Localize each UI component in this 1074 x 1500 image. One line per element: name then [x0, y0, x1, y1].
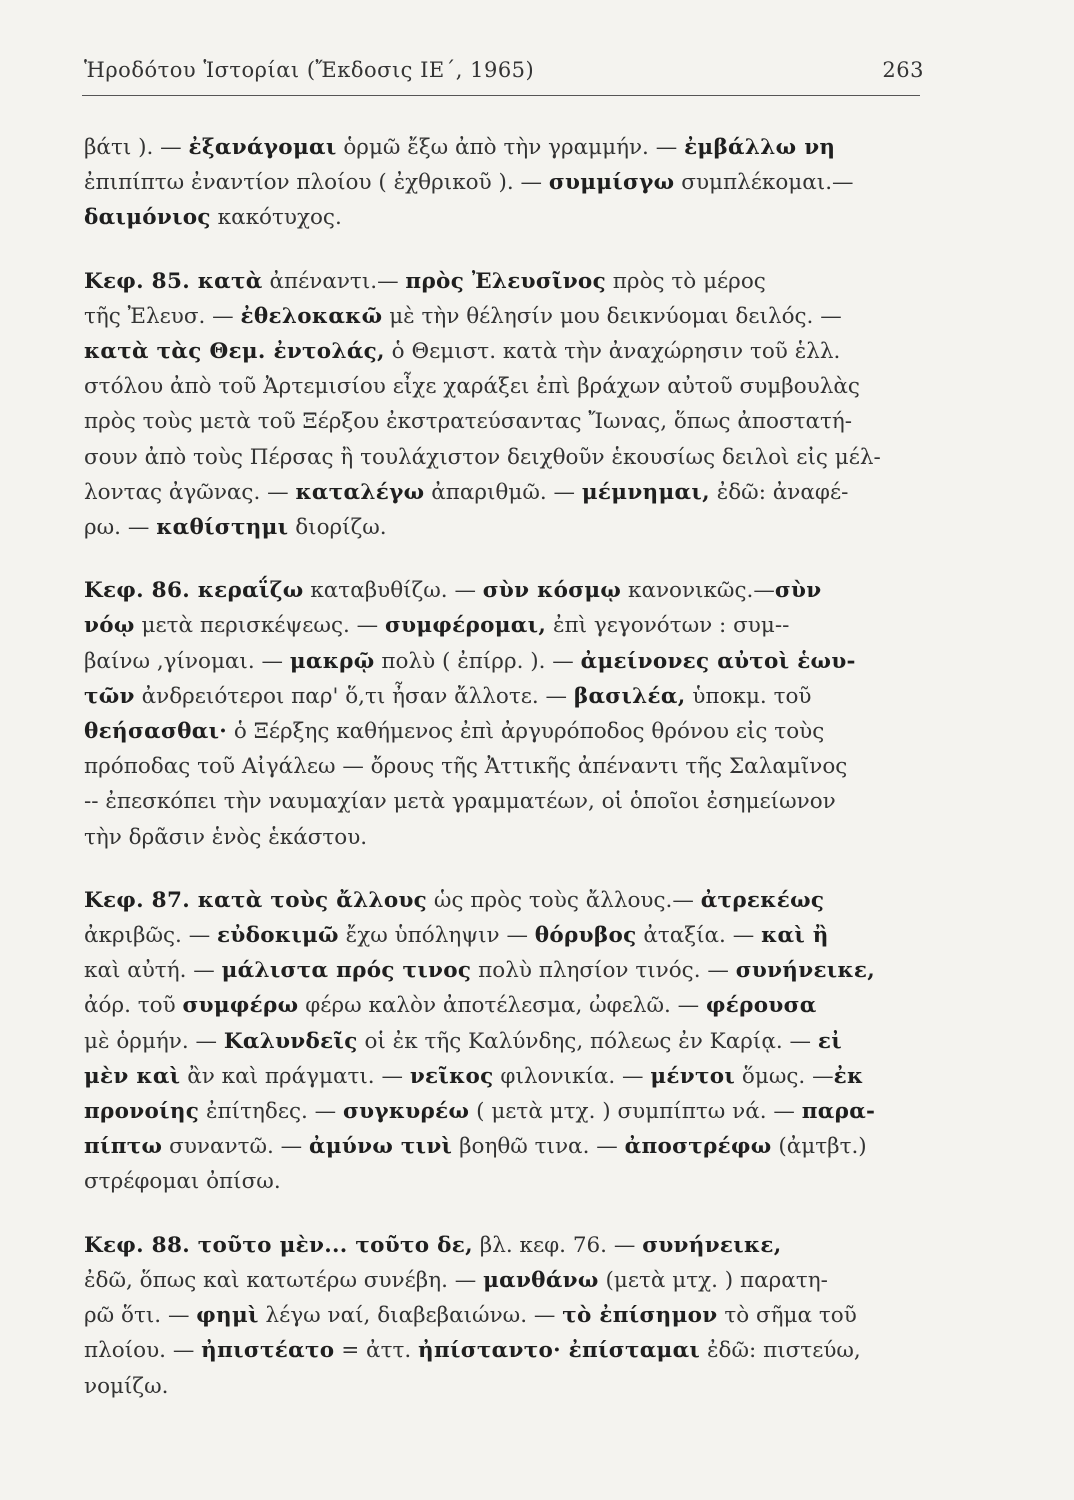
glossary-text [84, 130, 922, 1404]
gloss-text: πρὸς τοὺς μετὰ τοῦ Ξέρξου ἐκστρατεύσαντας Ἴωνας, ὅπως ἀποστατή- [84, 409, 853, 435]
gloss-text: τῆς Ἐλευσ. — [84, 303, 241, 329]
gloss-text: κακότυχος. [210, 205, 342, 231]
headword: ἐθελοκακῶ [240, 303, 383, 329]
page-number: 263 [882, 58, 924, 82]
gloss-text: ὡς πρὸς τοὺς ἄλλους.— [427, 887, 701, 913]
gloss-text: στόλου ἀπὸ τοῦ Ἀρτεμισίου εἶχε χαράξει ἐπὶ βράχων αὐτοῦ συμβουλὰς [84, 374, 860, 400]
gloss-text: κανονικῶς.— [621, 578, 775, 604]
headword: κατὰ τὰς Θεμ. ἐντολάς, [84, 339, 385, 365]
text-line [84, 1059, 922, 1094]
gloss-text: πολὺ πλησίον τινός. — [471, 958, 736, 984]
gloss-text: βαίνω ,γίνομαι. — [84, 648, 290, 674]
gloss-text: λοντας ἀγῶνας. — [84, 479, 296, 505]
text-line [84, 200, 922, 235]
headword: θεήσασθαι· [84, 719, 228, 745]
text-line [84, 573, 922, 608]
gloss-text: ἐπιπίπτω ἐναντίον πλοίου ( ἐχθρικοῦ ). — [84, 170, 549, 196]
text-line [84, 404, 922, 439]
headword: συμμίσγω [548, 170, 675, 196]
text-line [84, 988, 922, 1023]
text-line [84, 165, 922, 200]
gloss-text: βλ. κεφ. 76. — [472, 1232, 643, 1258]
gloss-text: λέγω ναί, διαβεβαιώνω. — [258, 1303, 563, 1329]
headword: μέμνημαι, [581, 479, 710, 505]
headword: προνοίης [84, 1099, 200, 1125]
gloss-text: ἀπαριθμῶ. — [424, 479, 582, 505]
headword: μακρῷ [289, 648, 375, 674]
gloss-text: καὶ αὐτή. — [84, 958, 222, 984]
gloss-text: ἔχω ὑπόληψιν — [338, 923, 535, 949]
text-line [84, 1333, 922, 1368]
headword: βασιλέα, [573, 683, 686, 709]
headword: καθίστημι [156, 515, 289, 541]
headword: μὲν καὶ [84, 1063, 181, 1089]
headword: ἐξανάγομαι [188, 135, 337, 160]
paragraph-chapter-85 [84, 264, 922, 546]
headword: φέρουσα [706, 993, 817, 1019]
headword: ἀποστρέφω [624, 1134, 772, 1160]
paragraph-chapter-87 [84, 883, 922, 1200]
header-rule [82, 95, 920, 96]
headword: συνήνεικε, [642, 1232, 782, 1258]
headword: μανθάνω [483, 1267, 599, 1293]
text-line [84, 820, 922, 855]
headword: ἐμβάλλω νη [684, 135, 836, 160]
gloss-text: ἐδῶ: ἀναφέ- [709, 479, 849, 505]
headword: μέντοι [650, 1063, 736, 1089]
text-line [84, 714, 922, 749]
paragraph-intro [84, 130, 922, 236]
headword: νεῖκος [409, 1063, 494, 1089]
headword: συμφέρω [182, 993, 299, 1019]
text-line [84, 1369, 922, 1404]
headword: Καλυνδεῖς [223, 1028, 358, 1054]
headword: τὸ ἐπίσημον [562, 1303, 718, 1329]
gloss-text: μετὰ περισκέψεως. — [134, 613, 385, 639]
headword: ἀτρεκέως [700, 887, 825, 913]
headword: πίπτω [84, 1134, 163, 1160]
gloss-text: ρω. — [84, 515, 157, 541]
text-line [84, 749, 922, 784]
gloss-text: ρῶ ὅτι. — [84, 1303, 197, 1329]
headword: σὺν κόσμῳ [482, 578, 622, 604]
gloss-text: (ἀμτβτ.) [771, 1134, 867, 1160]
text-line [84, 130, 922, 165]
headword: εὐδοκιμῶ [217, 923, 339, 949]
text-line [84, 883, 922, 918]
gloss-text: διορίζω. [288, 515, 387, 541]
gloss-text: πλοίου. — [84, 1338, 202, 1364]
gloss-text: ἀκριβῶς. — [84, 923, 218, 949]
headword: ἠπίσταντο· ἐπίσταμαι [418, 1338, 701, 1364]
headword: παρα- [801, 1099, 876, 1125]
headword: τῶν [84, 683, 135, 709]
gloss-text: νομίζω. [84, 1373, 169, 1399]
headword: θόρυβος [534, 923, 637, 949]
headword: συμφέρομαι, [385, 613, 547, 639]
headword: σὺν [774, 578, 822, 604]
gloss-text: συναντῶ. — [162, 1134, 309, 1160]
gloss-text: ἀνδρειότεροι παρ' ὅ,τι ἦσαν ἄλλοτε. — [134, 683, 574, 709]
headword: ἐκ [833, 1063, 864, 1089]
paragraph-chapter-88 [84, 1228, 922, 1404]
gloss-text: πολὺ ( ἐπίρρ. ). — [374, 648, 581, 674]
gloss-text: στρέφομαι ὀπίσω. [84, 1169, 281, 1195]
gloss-text: ὁ Θεμιστ. κατὰ τὴν ἀναχώρησιν τοῦ ἑλλ. [384, 339, 841, 365]
gloss-text: σουν ἀπὸ τοὺς Πέρσας ἢ τουλάχιστον δειχθοῦν ἑκουσίως δειλοὶ εἰς μέλ- [84, 444, 881, 470]
text-line [84, 1228, 922, 1263]
gloss-text: ὑποκμ. τοῦ [685, 683, 812, 709]
text-line [84, 510, 922, 545]
gloss-text: φέρω καλὸν ἀποτέλεσμα, ὠφελῶ. — [298, 993, 706, 1019]
text-line [84, 1164, 922, 1199]
gloss-text: ἐδῶ, ὅπως καὶ κατωτέρω συνέβη. — [84, 1267, 484, 1293]
headword: Κεφ. 86. κεραΐζω [84, 578, 304, 604]
text-line [84, 1094, 922, 1129]
headword: μάλιστα πρός τινος [221, 958, 472, 984]
gloss-text: ἐπίτηδες. — [199, 1099, 344, 1125]
gloss-text: τὸ σῆμα τοῦ [717, 1303, 857, 1329]
headword: Κεφ. 87. κατὰ τοὺς ἄλλους [84, 887, 428, 913]
gloss-text: συμπλέκομαι.— [674, 170, 854, 196]
headword: συνήνεικε, [735, 958, 876, 984]
headword: ἠπιστέατο [201, 1338, 335, 1364]
gloss-text: φιλονικία. — [493, 1063, 651, 1089]
text-line [84, 953, 922, 988]
text-line [84, 334, 922, 369]
gloss-text: καταβυθίζω. — [303, 578, 483, 604]
gloss-text: πρὸς τὸ μέρος [605, 268, 766, 294]
gloss-text: ὅμως. — [735, 1063, 834, 1089]
gloss-text: ἀταξία. — [636, 923, 762, 949]
headword: δαιμόνιος [84, 205, 211, 231]
text-line [84, 440, 922, 475]
headword: καὶ ἢ [761, 923, 829, 949]
text-line [84, 1298, 922, 1333]
gloss-text: ἀπέναντι.— [262, 268, 406, 294]
text-line [84, 475, 922, 510]
gloss-text: ( μετὰ μτχ. ) συμπίπτω νά. — [469, 1099, 802, 1125]
gloss-text: οἱ ἐκ τῆς Καλύνδης, πόλεως ἐν Καρίᾳ. — [357, 1028, 818, 1054]
headword: συγκυρέω [343, 1099, 470, 1125]
text-line [84, 918, 922, 953]
text-line [84, 644, 922, 679]
text-line [84, 369, 922, 404]
text-line [84, 299, 922, 334]
headword: νόῳ [84, 613, 135, 639]
text-line [84, 1129, 922, 1164]
headword: Κεφ. 85. κατὰ [84, 268, 263, 294]
headword: πρὸς Ἐλευσῖνος [405, 268, 606, 294]
gloss-text: ἐπὶ γεγονότων : συμ-- [546, 613, 790, 639]
paragraph-chapter-86 [84, 573, 922, 855]
text-line [84, 264, 922, 299]
gloss-text: (μετὰ μτχ. ) παρατη- [598, 1267, 828, 1293]
headword: ἀμείνονες αὐτοὶ ἑωυ- [580, 648, 856, 674]
gloss-text: ἀόρ. τοῦ [84, 993, 183, 1019]
headword: ἀμύνω τινὶ [309, 1134, 453, 1160]
text-line [84, 784, 922, 819]
gloss-text: ἂν καὶ πράγματι. — [180, 1063, 410, 1089]
headword: φημὶ [196, 1303, 259, 1329]
gloss-text: βοηθῶ τινα. — [452, 1134, 625, 1160]
gloss-text: μὲ τὴν θέλησίν μου δεικνύομαι δειλός. — [382, 303, 842, 329]
headword: καταλέγω [295, 479, 425, 505]
gloss-text: ἐδῶ: πιστεύω, [700, 1338, 861, 1364]
headword: Κεφ. 88. τοῦτο μὲν... τοῦτο δε, [84, 1232, 473, 1258]
headword: εἰ [817, 1028, 842, 1054]
gloss-text: πρόποδας τοῦ Αἰγάλεω — ὄρους τῆς Ἀττικῆς ἀπέναντι τῆς Σαλαμῖνος [84, 754, 848, 780]
gloss-text: = ἀττ. [334, 1338, 419, 1364]
gloss-text: μὲ ὁρμήν. — [84, 1028, 224, 1054]
gloss-text: τὴν δρᾶσιν ἑνὸς ἑκάστου. [84, 824, 368, 850]
running-title: Ἡροδότου Ἱστορίαι (Ἔκδοσις ΙΕ΄, 1965) [84, 58, 535, 82]
gloss-text: βάτι ). — [84, 135, 189, 160]
text-line [84, 679, 922, 714]
text-line [84, 1263, 922, 1298]
text-line [84, 1024, 922, 1059]
text-line [84, 608, 922, 643]
gloss-text: -- ἐπεσκόπει τὴν ναυμαχίαν μετὰ γραμματέων, οἱ ὁποῖοι ἐσημείωνον [84, 789, 836, 815]
running-header [84, 58, 924, 82]
gloss-text: ὁρμῶ ἔξω ἀπὸ τὴν γραμμήν. — [336, 135, 685, 160]
gloss-text: ὁ Ξέρξης καθήμενος ἐπὶ ἀργυρόποδος θρόνου εἰς τοὺς [227, 719, 825, 745]
